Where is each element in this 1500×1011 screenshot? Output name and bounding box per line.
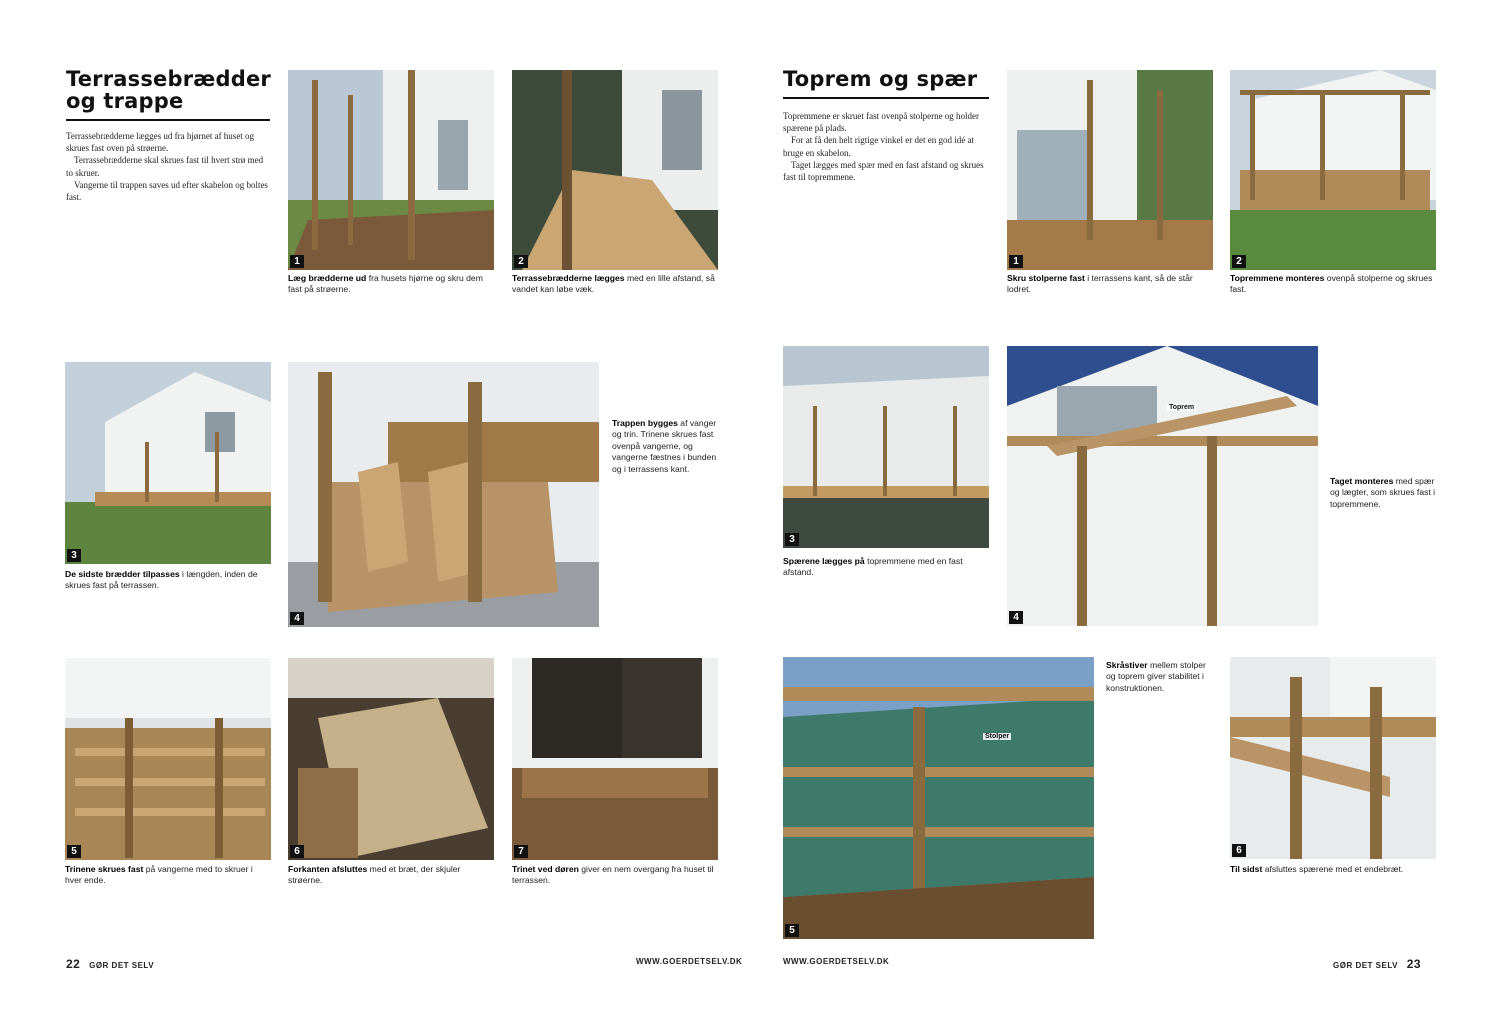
website-url: WWW.GOERDETSELV.DK xyxy=(636,957,743,966)
title-line-2: og trappe xyxy=(66,89,184,113)
caption-lead: Til sidst xyxy=(1230,864,1263,874)
page-title-left xyxy=(66,68,271,112)
caption-5 xyxy=(65,864,271,887)
caption-6 xyxy=(288,864,494,887)
caption-lead: Trinet ved døren xyxy=(512,864,579,874)
caption-lead: Forkanten afsluttes xyxy=(288,864,368,874)
caption-text: afsluttes spærene med et endebræt. xyxy=(1264,864,1404,874)
photo-number: 1 xyxy=(1009,255,1023,268)
photo-r6 xyxy=(1230,657,1436,859)
caption-lead: Skru stolperne fast xyxy=(1007,273,1085,283)
side-caption-r4 xyxy=(1330,476,1436,510)
caption-r1 xyxy=(1007,273,1213,296)
photo-r3 xyxy=(783,346,989,548)
photo-number: 7 xyxy=(514,845,528,858)
photo-number: 3 xyxy=(785,533,799,546)
photo-4 xyxy=(288,362,599,627)
title-text: Toprem og spær xyxy=(783,67,978,91)
caption-text: i længden, inden de skrues fast på terrassen. xyxy=(65,569,258,591)
photo-number: 1 xyxy=(290,255,304,268)
page-title-right xyxy=(783,68,977,90)
caption-1 xyxy=(288,273,494,296)
caption-7 xyxy=(512,864,718,887)
photo-1 xyxy=(288,70,494,270)
caption-lead: Terrassebrædderne lægges xyxy=(512,273,625,283)
photo-number: 4 xyxy=(290,612,304,625)
photo-r2 xyxy=(1230,70,1436,270)
caption-text: giver en nem overgang fra huset til terrassen. xyxy=(512,864,714,886)
caption-text: topremmene med en fast afstand. xyxy=(783,556,963,578)
photo-number: 6 xyxy=(1232,844,1246,857)
magazine-name: GØR DET SELV xyxy=(89,961,155,970)
magazine-name: GØR DET SELV xyxy=(1333,961,1398,970)
footer-url-right xyxy=(783,957,889,966)
caption-r6 xyxy=(1230,864,1436,875)
photo-r4 xyxy=(1007,346,1318,626)
caption-lead: Læg brædderne ud xyxy=(288,273,367,283)
caption-2 xyxy=(512,273,718,296)
page-number: 23 xyxy=(1406,957,1422,971)
photo-3 xyxy=(65,362,271,564)
caption-lead: Skråstiver xyxy=(1106,660,1148,670)
photo-number: 2 xyxy=(1232,255,1246,268)
photo-number: 2 xyxy=(514,255,528,268)
photo-number: 5 xyxy=(785,924,799,937)
intro-paragraph: For at få den helt rigtige vinkel er det en god idé at bruge en skabelon. xyxy=(783,135,974,158)
right-page xyxy=(750,0,1500,1011)
footer-url-left xyxy=(636,957,742,966)
caption-lead: De sidste brædder tilpasses xyxy=(65,569,180,579)
footer-left xyxy=(66,957,154,971)
side-caption-trappe xyxy=(612,418,718,475)
title-rule xyxy=(783,97,989,99)
photo-r5 xyxy=(783,657,1094,939)
website-url: WWW.GOERDETSELV.DK xyxy=(783,957,890,966)
caption-lead: Trinene skrues fast xyxy=(65,864,144,874)
caption-text: fra husets hjørne og skru dem fast på strøerne. xyxy=(288,273,483,295)
caption-r2 xyxy=(1230,273,1436,296)
photo-5 xyxy=(65,658,271,860)
caption-r3 xyxy=(783,556,989,579)
intro-paragraph: Terrassebrædderne lægges ud fra hjørnet af huset og skrues fast oven på strøerne. xyxy=(66,131,255,154)
photo-number: 6 xyxy=(290,845,304,858)
caption-text: ovenpå stolperne og skrues fast. xyxy=(1230,273,1433,295)
intro-text-right xyxy=(783,110,989,183)
caption-lead: Taget monteres xyxy=(1330,476,1394,486)
caption-lead: Spærene lægges på xyxy=(783,556,865,566)
caption-text: med et bræt, der skjuler strøerne. xyxy=(288,864,461,886)
photo-number: 5 xyxy=(67,845,81,858)
intro-paragraph: Terrassebrædderne skal skrues fast til hvert strø med to skruer. xyxy=(66,155,264,178)
photo-r1 xyxy=(1007,70,1213,270)
stolper-label: Stolper xyxy=(985,733,1010,740)
toprem-label: Toprem xyxy=(1169,404,1195,411)
intro-paragraph: Topremmene er skruet fast ovenpå stolperne og holder spærene på plads. xyxy=(783,111,980,134)
caption-lead: Topremmene monteres xyxy=(1230,273,1325,283)
caption-text: med spær og lægter, som skrues fast i topremmene. xyxy=(1330,476,1436,509)
photo-number: 4 xyxy=(1009,611,1023,624)
photo-number: 3 xyxy=(67,549,81,562)
title-line-1: Terrassebrædder xyxy=(66,67,271,91)
caption-text: af vanger og trin. Trinene skrues fast ovenpå vangerne, og vangerne fæstnes i bunden og i terrassens kant. xyxy=(612,418,717,474)
footer-right xyxy=(1333,957,1421,971)
caption-text: i terrassens kant, så de står lodret. xyxy=(1007,273,1193,295)
page-number: 22 xyxy=(66,957,81,971)
intro-paragraph: Vangerne til trappen saves ud efter skabelon og boltes fast. xyxy=(66,179,268,203)
caption-text: på vangerne med to skruer i hver ende. xyxy=(65,864,253,886)
photo-2 xyxy=(512,70,718,270)
caption-3 xyxy=(65,569,271,592)
intro-paragraph: Taget lægges med spær med en fast afstand og skrues fast til topremmene. xyxy=(783,159,984,183)
side-caption-r5 xyxy=(1106,660,1212,694)
caption-text: med en lille afstand, så vandet kan løbe væk. xyxy=(512,273,715,295)
photo-6 xyxy=(288,658,494,860)
intro-text-left xyxy=(66,130,270,203)
title-rule xyxy=(66,119,270,121)
caption-text: mellem stolper og toprem giver stabilitet i konstruktionen. xyxy=(1106,660,1206,693)
caption-lead: Trappen bygges xyxy=(612,418,678,428)
photo-7 xyxy=(512,658,718,860)
